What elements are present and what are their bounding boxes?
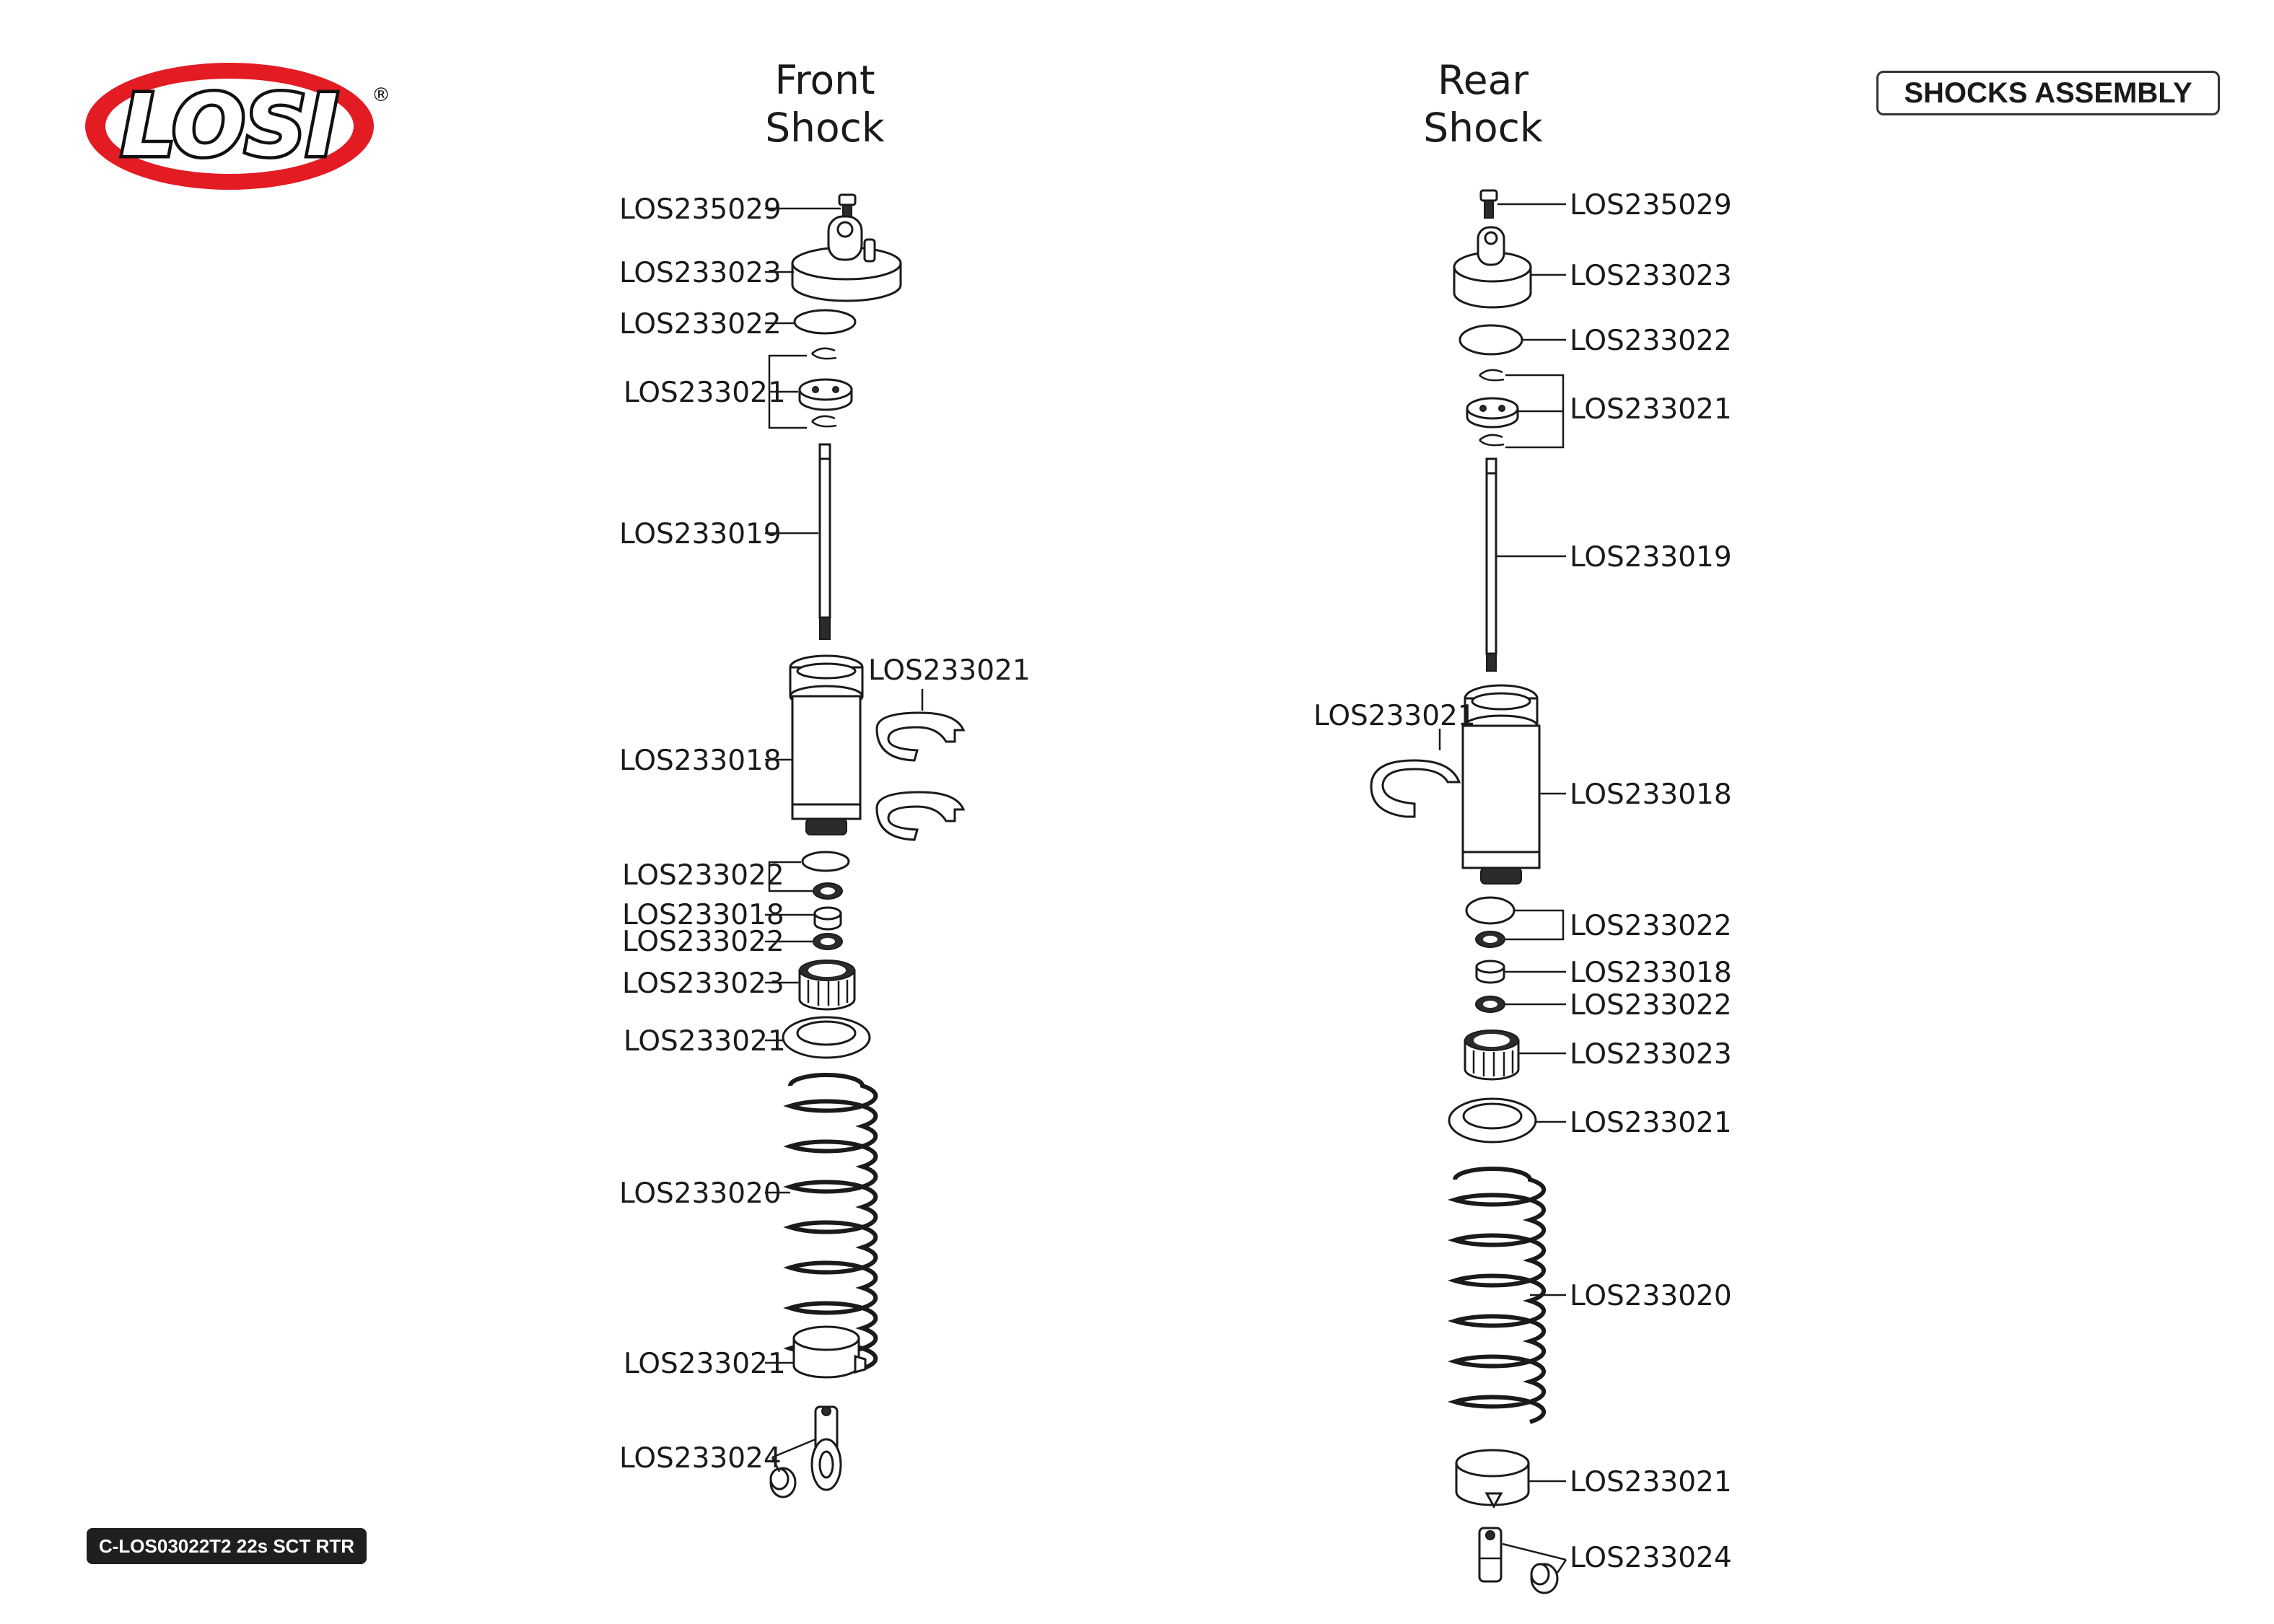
front-limiter-lower-part [877, 792, 963, 840]
rear-label-5: LOS233019 [1570, 541, 1732, 574]
rear-labels [1313, 189, 1732, 1574]
front-label-2: LOS233023 [619, 257, 782, 289]
front-label-7: LOS233018 [619, 745, 782, 777]
front-label-6: LOS233021 [868, 654, 1031, 687]
rear-spring-cup-part [1449, 1099, 1536, 1142]
rear-label-8: LOS233022 [1570, 910, 1732, 942]
rear-shaft-part [1487, 459, 1496, 671]
rear-title-line1: Rear [1438, 57, 1529, 103]
rear-screw-part [1481, 190, 1497, 218]
front-shock-cap-part [792, 216, 901, 301]
rear-spacer-part [1477, 961, 1504, 983]
rear-eclip-bottom-part [1479, 435, 1504, 445]
front-label-15: LOS233024 [619, 1442, 782, 1475]
front-collar-part [800, 960, 854, 1009]
registered-mark: ® [372, 84, 390, 106]
front-lower-retainer-part [794, 1327, 865, 1377]
front-label-10: LOS233022 [622, 926, 784, 958]
rear-label-3: LOS233022 [1570, 325, 1732, 357]
rear-lower-oring-part [1466, 897, 1514, 923]
rear-label-15: LOS233024 [1570, 1542, 1732, 1574]
rear-label-2: LOS233023 [1570, 260, 1732, 292]
rear-label-14: LOS233021 [1570, 1466, 1732, 1498]
front-spring-cup-part [783, 1017, 870, 1058]
rear-label-4: LOS233021 [1570, 393, 1732, 426]
front-label-11: LOS233023 [622, 967, 784, 1000]
front-label-1: LOS235029 [619, 193, 782, 226]
logo-wordmark: LOSI [121, 76, 338, 175]
front-label-5: LOS233019 [619, 518, 782, 550]
rear-pivot-ball-part [1531, 1564, 1557, 1593]
rear-label-1: LOS235029 [1570, 189, 1732, 221]
front-limiter-upper-part [877, 713, 963, 760]
front-lower-oring-part [803, 852, 849, 871]
front-label-9: LOS233018 [622, 899, 784, 931]
rear-label-11: LOS233023 [1570, 1038, 1732, 1071]
rear-label-6: LOS233021 [1313, 700, 1476, 732]
front-label-4: LOS233021 [624, 377, 786, 409]
rear-piston-part [1467, 398, 1518, 427]
front-oring-part [795, 310, 855, 333]
rear-label-10: LOS233022 [1570, 989, 1732, 1022]
rear-collar-part [1465, 1030, 1518, 1079]
losi-logo [85, 63, 390, 190]
front-shaft-part [820, 444, 830, 639]
rear-lower-retainer-part [1456, 1450, 1529, 1506]
front-rod-end-part [812, 1407, 841, 1490]
front-title-line1: Front [774, 57, 875, 103]
rear-label-9: LOS233018 [1570, 957, 1732, 989]
rear-oring-part [1460, 325, 1522, 354]
model-code-badge: C-LOS03022T2 22s SCT RTR [87, 1528, 367, 1564]
front-label-13: LOS233020 [619, 1177, 782, 1210]
rear-rod-end-part [1479, 1528, 1501, 1581]
rear-shock-parts [1371, 190, 1557, 1593]
front-label-3: LOS233022 [619, 308, 782, 341]
front-shock-parts [771, 195, 963, 1497]
front-title-line2: Shock [765, 105, 885, 151]
front-eclip-top-part [812, 348, 836, 359]
rear-title-line2: Shock [1423, 105, 1543, 151]
rear-shock-cap-part [1454, 227, 1531, 307]
front-piston-part [800, 379, 852, 410]
rear-label-7: LOS233018 [1570, 778, 1732, 811]
rear-limiter-part [1371, 760, 1459, 817]
rear-label-12: LOS233021 [1570, 1107, 1732, 1139]
page-title: SHOCKS ASSEMBLY [1876, 71, 2220, 115]
front-spacer-part [815, 908, 841, 929]
front-eclip-bottom-part [812, 416, 836, 426]
front-shock-body-part [790, 656, 862, 835]
front-spring-part [790, 1075, 875, 1369]
front-label-14: LOS233021 [624, 1348, 786, 1380]
rear-label-13: LOS233020 [1570, 1280, 1732, 1312]
front-label-12: LOS233021 [624, 1025, 786, 1058]
rear-eclip-top-part [1479, 370, 1504, 380]
front-label-8: LOS233022 [622, 859, 784, 892]
